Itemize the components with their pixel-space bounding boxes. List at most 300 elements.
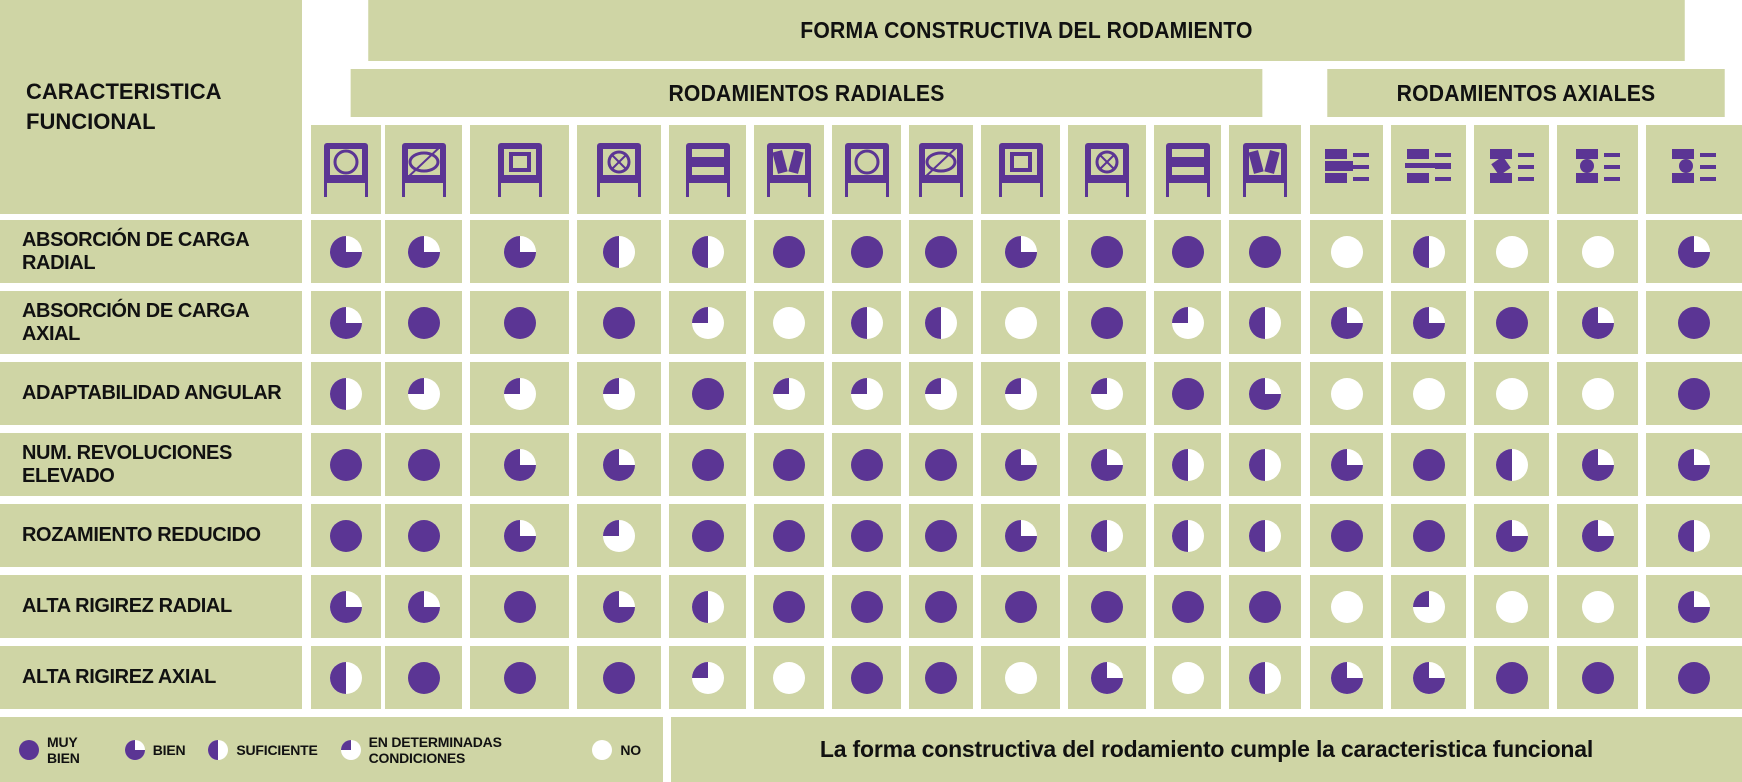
rating-cell xyxy=(1154,646,1221,709)
bearing-type-cell xyxy=(909,125,973,214)
legend-label: MUY BIEN xyxy=(47,733,80,766)
rating-mark xyxy=(1581,661,1615,695)
bearing-type-cell xyxy=(1474,125,1549,214)
rating-mark xyxy=(1495,448,1529,482)
rating-mark xyxy=(602,590,636,624)
spherical-roller-bearing-icon xyxy=(680,135,736,204)
legend-item xyxy=(207,739,317,761)
bearing-type-cell xyxy=(1310,125,1383,214)
rating-cell xyxy=(1391,220,1466,283)
rating-mark xyxy=(772,519,806,553)
rating-mark xyxy=(1090,306,1124,340)
rating-cell xyxy=(1310,504,1383,567)
rating-cell xyxy=(385,220,462,283)
rating-mark xyxy=(924,519,958,553)
rating-cell xyxy=(909,362,973,425)
rating-mark xyxy=(1330,448,1364,482)
rating-mark xyxy=(1412,448,1446,482)
rating-mark xyxy=(602,661,636,695)
rating-cell xyxy=(577,433,661,496)
rating-mark xyxy=(1581,448,1615,482)
rating-cell xyxy=(1557,575,1638,638)
rating-cell xyxy=(1229,220,1301,283)
bearing-type-cell xyxy=(1391,125,1466,214)
row-label: ROZAMIENTO REDUCIDO xyxy=(0,504,302,567)
legend-label: EN DETERMINADAS CONDICIONES xyxy=(368,733,502,766)
rating-mark xyxy=(1090,377,1124,411)
rating-cell xyxy=(1154,433,1221,496)
main-title: FORMA CONSTRUCTIVA DEL RODAMIENTO xyxy=(800,17,1253,43)
rating-cell xyxy=(1068,575,1146,638)
rating-cell xyxy=(470,575,569,638)
rating-cell xyxy=(577,362,661,425)
rating-cell xyxy=(470,433,569,496)
rating-cell xyxy=(1557,220,1638,283)
rating-mark xyxy=(1677,590,1711,624)
rating-mark xyxy=(850,235,884,269)
rating-cell xyxy=(1474,362,1549,425)
rating-cell xyxy=(311,362,381,425)
rating-cell xyxy=(754,362,824,425)
cylindrical-roller-bearing-double-flange-icon xyxy=(913,135,969,204)
rating-cell xyxy=(1557,291,1638,354)
rating-mark xyxy=(772,590,806,624)
legend-swatch xyxy=(18,739,47,761)
rating-mark xyxy=(850,377,884,411)
rating-cell xyxy=(1646,291,1742,354)
rating-cell xyxy=(1646,504,1742,567)
rating-mark xyxy=(407,235,441,269)
rating-cell xyxy=(1310,646,1383,709)
rating-cell xyxy=(832,575,901,638)
rating-cell xyxy=(1229,575,1301,638)
rating-mark xyxy=(1412,235,1446,269)
rating-mark xyxy=(503,590,537,624)
rating-mark xyxy=(691,661,725,695)
rating-cell xyxy=(311,504,381,567)
rating-mark xyxy=(924,661,958,695)
cylindrical-thrust-roller-bearing-icon xyxy=(1484,135,1540,204)
rating-cell xyxy=(1646,362,1742,425)
corner-title xyxy=(26,77,222,137)
bearing-type-cell xyxy=(577,125,661,214)
corner-title-line2: FUNCIONAL xyxy=(26,109,156,134)
rating-cell xyxy=(1474,291,1549,354)
bearing-type-cell xyxy=(669,125,746,214)
bearing-type-cell xyxy=(1646,125,1742,214)
rating-cell xyxy=(1646,220,1742,283)
rating-cell xyxy=(669,362,746,425)
rating-mark xyxy=(329,590,363,624)
rating-mark xyxy=(602,377,636,411)
rating-cell xyxy=(1557,646,1638,709)
legend-swatch xyxy=(591,739,620,761)
rating-mark xyxy=(1004,448,1038,482)
rating-mark xyxy=(1004,306,1038,340)
rating-cell xyxy=(1557,433,1638,496)
legend-swatch xyxy=(124,739,153,761)
angular-thrust-ball-bearing-icon xyxy=(1401,135,1457,204)
rating-mark xyxy=(691,448,725,482)
rating-mark xyxy=(602,519,636,553)
rating-mark xyxy=(772,661,806,695)
rating-cell xyxy=(1391,504,1466,567)
group-axial-cell xyxy=(1327,69,1724,117)
rating-cell xyxy=(1474,433,1549,496)
rating-mark xyxy=(329,377,363,411)
rating-mark xyxy=(1248,377,1282,411)
rating-mark xyxy=(1248,448,1282,482)
rating-mark xyxy=(407,377,441,411)
rating-mark xyxy=(772,235,806,269)
rating-cell xyxy=(577,291,661,354)
rating-mark xyxy=(1330,661,1364,695)
rating-cell xyxy=(1646,433,1742,496)
rating-cell xyxy=(981,646,1060,709)
rating-cell xyxy=(1474,646,1549,709)
rating-mark xyxy=(691,590,725,624)
tapered-roller-bearing-icon xyxy=(1079,135,1135,204)
cylindrical-roller-bearing-icon xyxy=(761,135,817,204)
corner-title-line1: CARACTERISTICA xyxy=(26,79,222,104)
rating-mark xyxy=(1495,519,1529,553)
rating-mark xyxy=(924,448,958,482)
rating-mark xyxy=(691,377,725,411)
rating-mark xyxy=(329,661,363,695)
rating-mark xyxy=(1412,590,1446,624)
rating-cell xyxy=(832,646,901,709)
rating-cell xyxy=(1229,291,1301,354)
rating-cell xyxy=(832,433,901,496)
rating-cell xyxy=(669,291,746,354)
double-row-angular-contact-ball-bearing-icon xyxy=(492,135,548,204)
group-radial-cell xyxy=(351,69,1263,117)
rating-mark xyxy=(1171,306,1205,340)
rating-mark xyxy=(1330,590,1364,624)
rating-cell xyxy=(385,646,462,709)
rating-cell xyxy=(385,362,462,425)
rating-cell xyxy=(669,646,746,709)
rating-mark xyxy=(1677,306,1711,340)
rating-cell xyxy=(311,575,381,638)
rating-cell xyxy=(1068,433,1146,496)
rating-cell xyxy=(1154,504,1221,567)
rating-mark xyxy=(1090,448,1124,482)
row-label: ADAPTABILIDAD ANGULAR xyxy=(0,362,302,425)
rating-cell xyxy=(909,646,973,709)
rating-cell xyxy=(832,291,901,354)
rating-cell xyxy=(832,504,901,567)
rating-mark xyxy=(407,519,441,553)
rating-mark xyxy=(407,661,441,695)
rating-mark xyxy=(503,235,537,269)
rating-cell xyxy=(1646,575,1742,638)
rating-mark xyxy=(1495,590,1529,624)
rating-cell xyxy=(1474,504,1549,567)
rating-cell xyxy=(1154,291,1221,354)
main-title-cell xyxy=(368,0,1685,61)
rating-mark xyxy=(1677,661,1711,695)
rating-mark xyxy=(329,306,363,340)
rating-mark xyxy=(503,519,537,553)
rating-cell xyxy=(981,575,1060,638)
rating-mark xyxy=(1330,519,1364,553)
rating-cell xyxy=(832,362,901,425)
rating-mark xyxy=(1581,519,1615,553)
rating-cell xyxy=(1391,362,1466,425)
rating-cell xyxy=(577,504,661,567)
rating-mark xyxy=(1495,235,1529,269)
rating-mark xyxy=(1090,519,1124,553)
rating-mark xyxy=(1171,235,1205,269)
rating-mark xyxy=(1412,661,1446,695)
rating-cell xyxy=(1391,291,1466,354)
rating-cell xyxy=(981,504,1060,567)
legend-label: NO xyxy=(620,741,641,758)
legend-item xyxy=(340,734,570,766)
rating-cell xyxy=(1310,220,1383,283)
rating-mark xyxy=(1171,519,1205,553)
rating-cell xyxy=(470,646,569,709)
rating-cell xyxy=(1154,220,1221,283)
rating-cell xyxy=(981,362,1060,425)
rating-mark xyxy=(602,448,636,482)
bearing-type-cell xyxy=(1068,125,1146,214)
rating-cell xyxy=(1229,646,1301,709)
legend-swatch xyxy=(207,739,236,761)
rating-mark xyxy=(850,590,884,624)
rating-mark xyxy=(924,306,958,340)
bearing-type-cell xyxy=(1154,125,1221,214)
rating-cell xyxy=(981,220,1060,283)
rating-cell xyxy=(909,575,973,638)
row-label: ALTA RIGIREZ AXIAL xyxy=(0,646,302,709)
rating-cell xyxy=(1068,504,1146,567)
rating-cell xyxy=(311,646,381,709)
rating-cell xyxy=(311,433,381,496)
rating-mark xyxy=(1004,377,1038,411)
rating-cell xyxy=(385,575,462,638)
rating-cell xyxy=(669,433,746,496)
rating-cell xyxy=(1310,575,1383,638)
rating-cell xyxy=(754,504,824,567)
rating-cell xyxy=(1068,291,1146,354)
rating-cell xyxy=(1391,433,1466,496)
legend-label: BIEN xyxy=(152,741,186,758)
rating-mark xyxy=(1330,235,1364,269)
rating-cell xyxy=(1068,646,1146,709)
rating-mark xyxy=(1090,235,1124,269)
legend-label: SUFICIENTE xyxy=(236,741,318,758)
rating-mark xyxy=(407,306,441,340)
thrust-ball-bearing-icon xyxy=(1319,135,1375,204)
bearing-type-cell xyxy=(1229,125,1301,214)
bearing-type-cell xyxy=(470,125,569,214)
rating-cell xyxy=(754,291,824,354)
rating-mark xyxy=(691,519,725,553)
rating-mark xyxy=(691,306,725,340)
rating-mark xyxy=(1495,661,1529,695)
rating-cell xyxy=(1068,362,1146,425)
rating-mark xyxy=(1090,590,1124,624)
rating-mark xyxy=(407,448,441,482)
rating-cell xyxy=(470,362,569,425)
cylindrical-roller-bearing-full-flange-icon xyxy=(1160,135,1216,204)
rating-mark xyxy=(1171,448,1205,482)
rating-cell xyxy=(832,220,901,283)
rating-cell xyxy=(577,575,661,638)
group-axial-label: RODAMIENTOS AXIALES xyxy=(1396,79,1656,106)
rating-cell xyxy=(754,433,824,496)
rating-cell xyxy=(981,291,1060,354)
rating-mark xyxy=(1248,306,1282,340)
rating-mark xyxy=(602,235,636,269)
rating-cell xyxy=(909,433,973,496)
rating-mark xyxy=(1412,377,1446,411)
bearing-type-cell xyxy=(1557,125,1638,214)
rating-mark xyxy=(1495,377,1529,411)
rating-mark xyxy=(503,661,537,695)
rating-cell xyxy=(1391,646,1466,709)
self-aligning-ball-bearing-icon xyxy=(396,135,452,204)
rating-mark xyxy=(503,448,537,482)
rating-cell xyxy=(470,291,569,354)
row-label: ABSORCIÓN DE CARGA RADIAL xyxy=(0,220,302,283)
rating-cell xyxy=(311,220,381,283)
rating-mark xyxy=(1171,590,1205,624)
bearing-type-cell xyxy=(385,125,462,214)
rating-mark xyxy=(329,448,363,482)
rating-cell xyxy=(1557,362,1638,425)
rating-mark xyxy=(924,235,958,269)
rating-cell xyxy=(385,504,462,567)
rating-mark xyxy=(1248,519,1282,553)
rating-mark xyxy=(503,306,537,340)
rating-cell xyxy=(754,575,824,638)
rating-cell xyxy=(1474,575,1549,638)
four-point-contact-ball-bearing-icon xyxy=(591,135,647,204)
legend-item xyxy=(591,739,641,761)
rating-cell xyxy=(1557,504,1638,567)
rating-cell xyxy=(754,646,824,709)
rating-mark xyxy=(1248,235,1282,269)
rating-mark xyxy=(924,590,958,624)
spherical-thrust-roller-bearing-icon xyxy=(1666,135,1722,204)
legend-swatch xyxy=(340,739,369,761)
rating-mark xyxy=(1677,235,1711,269)
rating-mark xyxy=(1004,519,1038,553)
needle-roller-bearing-icon xyxy=(993,135,1049,204)
rating-mark xyxy=(1248,590,1282,624)
cylindrical-roller-bearing-flanged-icon xyxy=(839,135,895,204)
rating-mark xyxy=(772,306,806,340)
rating-mark xyxy=(1581,235,1615,269)
rating-cell xyxy=(981,433,1060,496)
rating-mark xyxy=(850,306,884,340)
rating-cell xyxy=(470,504,569,567)
legend-item xyxy=(18,734,102,766)
bearing-type-cell xyxy=(311,125,381,214)
rating-mark xyxy=(1412,306,1446,340)
rating-mark xyxy=(329,519,363,553)
rating-mark xyxy=(1330,377,1364,411)
rating-mark xyxy=(1412,519,1446,553)
row-label: ABSORCIÓN DE CARGA AXIAL xyxy=(0,291,302,354)
rating-mark xyxy=(1330,306,1364,340)
row-label: ALTA RIGIREZ RADIAL xyxy=(0,575,302,638)
rating-cell xyxy=(1474,220,1549,283)
rating-cell xyxy=(1229,433,1301,496)
rating-cell xyxy=(311,291,381,354)
rating-cell xyxy=(385,291,462,354)
rating-mark xyxy=(1171,377,1205,411)
rating-cell xyxy=(577,220,661,283)
rating-cell xyxy=(1646,646,1742,709)
rating-cell xyxy=(1068,220,1146,283)
rating-cell xyxy=(385,433,462,496)
rating-mark xyxy=(329,235,363,269)
rating-mark xyxy=(1495,306,1529,340)
rating-cell xyxy=(1310,433,1383,496)
bearing-type-cell xyxy=(754,125,824,214)
rating-cell xyxy=(1310,291,1383,354)
footer-note-cell xyxy=(671,717,1742,782)
rating-cell xyxy=(669,575,746,638)
rating-mark xyxy=(407,590,441,624)
deep-groove-ball-bearing-icon xyxy=(318,135,374,204)
rating-mark xyxy=(772,448,806,482)
angular-roller-bearing-icon xyxy=(1237,135,1293,204)
rating-mark xyxy=(1677,519,1711,553)
rating-mark xyxy=(1004,661,1038,695)
rating-mark xyxy=(850,661,884,695)
rating-mark xyxy=(772,377,806,411)
rating-cell xyxy=(909,504,973,567)
rating-cell xyxy=(909,220,973,283)
rating-mark xyxy=(503,377,537,411)
rating-cell xyxy=(909,291,973,354)
rating-cell xyxy=(1154,362,1221,425)
rating-mark xyxy=(1171,661,1205,695)
needle-thrust-bearing-icon xyxy=(1570,135,1626,204)
rating-cell xyxy=(1154,575,1221,638)
rating-cell xyxy=(669,504,746,567)
rating-mark xyxy=(924,377,958,411)
legend-items xyxy=(18,734,663,766)
rating-mark xyxy=(602,306,636,340)
rating-cell xyxy=(1310,362,1383,425)
rating-mark xyxy=(1004,590,1038,624)
rating-mark xyxy=(1004,235,1038,269)
rating-mark xyxy=(1090,661,1124,695)
rating-mark xyxy=(1581,377,1615,411)
rating-cell xyxy=(577,646,661,709)
bearing-type-cell xyxy=(981,125,1060,214)
rating-mark xyxy=(850,448,884,482)
group-radial-label: RODAMIENTOS RADIALES xyxy=(668,79,945,106)
rating-mark xyxy=(1677,448,1711,482)
rating-cell xyxy=(754,220,824,283)
rating-cell xyxy=(470,220,569,283)
rating-cell xyxy=(1229,362,1301,425)
rating-mark xyxy=(1581,590,1615,624)
rating-cell xyxy=(1229,504,1301,567)
rating-mark xyxy=(850,519,884,553)
rating-cell xyxy=(669,220,746,283)
rating-mark xyxy=(1677,377,1711,411)
legend-item xyxy=(124,739,186,761)
rating-mark xyxy=(691,235,725,269)
